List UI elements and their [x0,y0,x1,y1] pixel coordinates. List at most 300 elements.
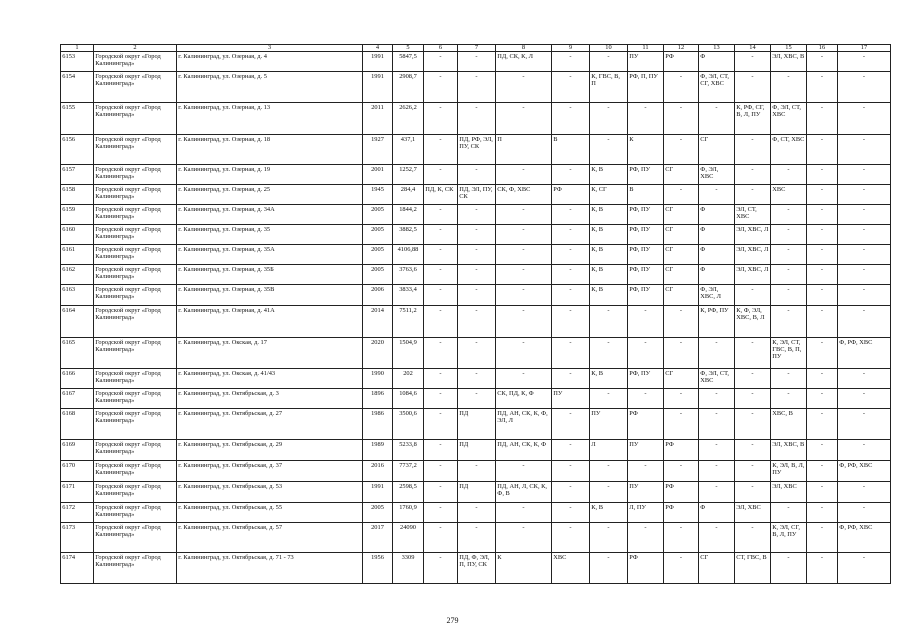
table-cell-col-17: - [838,503,891,523]
column-number-13: 13 [699,45,735,52]
table-cell-col-15: - [771,503,807,523]
table-cell-col-13: - [699,482,735,503]
table-cell-col-2: Городской округ «Город Калининград» [94,461,177,482]
table-cell-col-7: - [458,523,496,553]
table-cell-col-11: В [628,185,664,205]
table-row [61,225,891,245]
table-cell-col-7: - [458,285,496,306]
table-cell-col-7: - [458,225,496,245]
table-cell-col-16: - [807,461,838,482]
table-cell-col-15: - [771,165,807,185]
table-cell-col-13: СГ [699,135,735,165]
table-cell-col-13: Ф, ЭЛ, СТ, СГ, ХВС [699,72,735,103]
table-cell-col-13: СГ [699,553,735,584]
table-cell-col-11: РФ, ПУ [628,369,664,389]
table-cell-col-15: - [771,553,807,584]
registry-table [60,44,891,584]
table-cell-col-9: ХВС [552,553,590,584]
column-number-14: 14 [735,45,771,52]
table-cell-col-17: - [838,225,891,245]
table-row [61,265,891,285]
table-cell-col-2: Городской округ «Город Калининград» [94,440,177,461]
table-cell-col-7: - [458,389,496,409]
table-cell-col-5: 1504,9 [393,338,424,369]
table-cell-col-14: - [735,482,771,503]
table-cell-col-3: г. Калининград, ул. Окская, д. 41/43 [177,369,363,389]
table-cell-col-1: 6169 [61,440,94,461]
table-cell-col-13: Ф, ЭЛ, ХВС [699,165,735,185]
table-cell-col-17: - [838,306,891,338]
table-cell-col-13: Ф [699,225,735,245]
table-cell-col-5: 2908,7 [393,72,424,103]
table-cell-col-8: СК, ПД, К, Ф [496,389,552,409]
table-cell-col-17: - [838,369,891,389]
table-cell-col-7: - [458,265,496,285]
table-cell-col-1: 6154 [61,72,94,103]
table-cell-col-5: 2598,5 [393,482,424,503]
table-cell-col-8: - [496,103,552,135]
table-cell-col-4: 2011 [363,103,393,135]
table-cell-col-5: 284,4 [393,185,424,205]
table-cell-col-10: - [590,523,628,553]
table-cell-col-7: - [458,338,496,369]
table-cell-col-11: - [628,523,664,553]
table-cell-col-8: - [496,265,552,285]
table-cell-col-17: - [838,185,891,205]
table-cell-col-2: Городской округ «Город Калининград» [94,482,177,503]
table-cell-col-10: - [590,135,628,165]
table-cell-col-7: ПД [458,482,496,503]
table-cell-col-11: РФ, ПУ [628,165,664,185]
column-number-2: 2 [94,45,177,52]
table-cell-col-2: Городской округ «Город Калининград» [94,285,177,306]
table-cell-col-9: - [552,165,590,185]
table-cell-col-5: 5233,8 [393,440,424,461]
table-cell-col-1: 6159 [61,205,94,225]
table-cell-col-10: К, В [590,205,628,225]
table-cell-col-14: - [735,461,771,482]
table-row [61,369,891,389]
table-cell-col-13: Ф [699,205,735,225]
table-cell-col-13: - [699,523,735,553]
table-cell-col-6: - [424,205,458,225]
table-cell-col-15: ЭЛ, ХВС, В [771,440,807,461]
table-cell-col-17: - [838,52,891,72]
table-cell-col-16: - [807,72,838,103]
table-cell-col-5: 1760,9 [393,503,424,523]
table-cell-col-3: г. Калининград, ул. Октябрьская, д. 3 [177,389,363,409]
table-cell-col-5: 3500,6 [393,409,424,440]
table-cell-col-9: В [552,135,590,165]
table-cell-col-16: - [807,52,838,72]
table-cell-col-16: - [807,165,838,185]
table-cell-col-2: Городской округ «Город Калининград» [94,103,177,135]
table-cell-col-11: - [628,389,664,409]
table-cell-col-17: - [838,389,891,409]
table-cell-col-4: 1989 [363,440,393,461]
table-cell-col-10: К, В [590,225,628,245]
table-cell-col-11: РФ, ПУ [628,205,664,225]
table-cell-col-10: К, В [590,165,628,185]
table-cell-col-4: 2005 [363,265,393,285]
table-cell-col-9: - [552,225,590,245]
table-row [61,503,891,523]
table-cell-col-4: 1945 [363,185,393,205]
table-cell-col-3: г. Калининград, ул. Озерная, д. 35В [177,285,363,306]
table-cell-col-6: - [424,409,458,440]
table-row [61,523,891,553]
table-cell-col-5: 202 [393,369,424,389]
table-cell-col-14: - [735,338,771,369]
table-cell-col-15: - [771,389,807,409]
table-cell-col-14: - [735,409,771,440]
table-cell-col-11: РФ, ПУ [628,225,664,245]
table-cell-col-5: 3309 [393,553,424,584]
table-cell-col-12: СГ [664,245,699,265]
table-cell-col-15: - [771,285,807,306]
column-number-10: 10 [590,45,628,52]
table-cell-col-5: 437,1 [393,135,424,165]
table-cell-col-11: - [628,338,664,369]
table-cell-col-12: - [664,523,699,553]
column-number-6: 6 [424,45,458,52]
table-cell-col-5: 7511,2 [393,306,424,338]
table-cell-col-1: 6172 [61,503,94,523]
table-cell-col-9: - [552,205,590,225]
table-cell-col-13: - [699,389,735,409]
table-cell-col-15: - [771,265,807,285]
table-cell-col-5: 24090 [393,523,424,553]
table-cell-col-5: 5847,5 [393,52,424,72]
table-cell-col-14: СТ, ГВС, В [735,553,771,584]
table-cell-col-6: - [424,225,458,245]
table-row [61,245,891,265]
column-number-4: 4 [363,45,393,52]
table-cell-col-4: 2014 [363,306,393,338]
table-cell-col-7: - [458,245,496,265]
table-cell-col-16: - [807,185,838,205]
table-row [61,185,891,205]
table-cell-col-10: К, В [590,285,628,306]
table-cell-col-2: Городской округ «Город Калининград» [94,245,177,265]
table-cell-col-7: ПД, ЭЛ, ПУ, СК [458,185,496,205]
table-cell-col-11: ПУ [628,482,664,503]
table-cell-col-9: - [552,409,590,440]
column-number-9: 9 [552,45,590,52]
table-cell-col-11: РФ, ПУ [628,245,664,265]
table-cell-col-6: - [424,553,458,584]
registry-table-sheet [60,44,873,584]
table-cell-col-17: Ф, РФ, ХВС [838,338,891,369]
table-cell-col-7: - [458,103,496,135]
table-cell-col-3: г. Калининград, ул. Озерная, д. 4 [177,52,363,72]
table-cell-col-12: РФ [664,503,699,523]
table-cell-col-1: 6164 [61,306,94,338]
table-cell-col-13: - [699,440,735,461]
table-cell-col-10: К, СГ [590,185,628,205]
table-cell-col-5: 3763,6 [393,265,424,285]
table-cell-col-8: - [496,369,552,389]
table-cell-col-2: Городской округ «Город Калининград» [94,369,177,389]
table-cell-col-2: Городской округ «Город Калининград» [94,389,177,409]
table-cell-col-7: - [458,503,496,523]
table-cell-col-3: г. Калининград, ул. Озерная, д. 41А [177,306,363,338]
table-cell-col-1: 6158 [61,185,94,205]
table-row [61,482,891,503]
table-cell-col-11: РФ, П, ПУ [628,72,664,103]
table-cell-col-15: К, ЭЛ, СТ, ГВС, В, П, ПУ [771,338,807,369]
table-cell-col-9: - [552,52,590,72]
table-cell-col-11: ПУ [628,52,664,72]
table-cell-col-12: - [664,553,699,584]
table-cell-col-8: П [496,135,552,165]
table-cell-col-6: - [424,461,458,482]
table-cell-col-3: г. Калининград, ул. Окская, д. 17 [177,338,363,369]
table-body [61,52,891,584]
page-number: 279 [446,616,459,625]
table-cell-col-8: - [496,285,552,306]
table-cell-col-5: 1844,2 [393,205,424,225]
column-number-5: 5 [393,45,424,52]
column-number-17: 17 [838,45,891,52]
table-cell-col-9: - [552,285,590,306]
table-cell-col-15: К, ЭЛ, В, Л, ПУ [771,461,807,482]
table-cell-col-12: - [664,185,699,205]
table-cell-col-3: г. Калининград, ул. Октябрьская, д. 71 - 73 [177,553,363,584]
table-cell-col-8: - [496,338,552,369]
table-cell-col-5: 3882,5 [393,225,424,245]
table-cell-col-10: К, В [590,369,628,389]
table-cell-col-13: Ф, ЭЛ, ХВС, Л [699,285,735,306]
table-cell-col-3: г. Калининград, ул. Октябрьская, д. 53 [177,482,363,503]
table-cell-col-6: - [424,389,458,409]
table-cell-col-14: ЭЛ, ХВС, Л [735,265,771,285]
table-cell-col-14: К, Ф, ЭЛ, ХВС, В, Л [735,306,771,338]
table-row [61,103,891,135]
table-cell-col-7: - [458,369,496,389]
table-cell-col-4: 1896 [363,389,393,409]
table-cell-col-1: 6167 [61,389,94,409]
table-cell-col-1: 6160 [61,225,94,245]
table-cell-col-14: ЭЛ, ХВС, Л [735,225,771,245]
table-cell-col-6: ПД, К, СК [424,185,458,205]
table-cell-col-17: Ф, РФ, ХВС [838,523,891,553]
table-row [61,338,891,369]
table-cell-col-7: ПД [458,440,496,461]
table-cell-col-9: - [552,482,590,503]
table-cell-col-14: ЭЛ, ХВС, Л [735,245,771,265]
table-cell-col-4: 1991 [363,52,393,72]
table-cell-col-13: - [699,409,735,440]
table-cell-col-16: - [807,409,838,440]
table-row [61,306,891,338]
table-cell-col-11: - [628,306,664,338]
table-cell-col-16: - [807,306,838,338]
table-cell-col-4: 1986 [363,409,393,440]
table-cell-col-8: - [496,503,552,523]
column-number-7: 7 [458,45,496,52]
table-cell-col-9: - [552,306,590,338]
table-cell-col-16: - [807,440,838,461]
table-cell-col-12: СГ [664,285,699,306]
table-cell-col-6: - [424,369,458,389]
table-cell-col-10: - [590,306,628,338]
table-cell-col-4: 2005 [363,225,393,245]
table-cell-col-4: 1956 [363,553,393,584]
table-cell-col-16: - [807,338,838,369]
table-cell-col-9: - [552,245,590,265]
table-row [61,553,891,584]
column-number-16: 16 [807,45,838,52]
column-number-1: 1 [61,45,94,52]
table-cell-col-11: - [628,103,664,135]
table-cell-col-17: - [838,72,891,103]
table-cell-col-2: Городской округ «Город Калининград» [94,135,177,165]
table-cell-col-17: - [838,135,891,165]
table-cell-col-7: - [458,165,496,185]
table-cell-col-1: 6170 [61,461,94,482]
table-cell-col-12: - [664,103,699,135]
table-cell-col-4: 2020 [363,338,393,369]
table-cell-col-8: - [496,225,552,245]
table-cell-col-11: РФ [628,409,664,440]
table-cell-col-16: - [807,245,838,265]
table-cell-col-1: 6166 [61,369,94,389]
table-cell-col-10: - [590,461,628,482]
table-cell-col-4: 1991 [363,72,393,103]
table-cell-col-11: ПУ [628,440,664,461]
table-cell-col-10: - [590,52,628,72]
table-cell-col-5: 7737,2 [393,461,424,482]
table-cell-col-11: РФ, ПУ [628,265,664,285]
table-cell-col-17: - [838,285,891,306]
table-cell-col-17: - [838,205,891,225]
table-cell-col-3: г. Калининград, ул. Октябрьская, д. 37 [177,461,363,482]
table-cell-col-14: ЭЛ, ХВС [735,503,771,523]
table-cell-col-15: - [771,369,807,389]
table-cell-col-15: ХВС [771,185,807,205]
table-cell-col-16: - [807,482,838,503]
table-cell-col-11: К [628,135,664,165]
table-cell-col-12: - [664,461,699,482]
table-cell-col-14: - [735,72,771,103]
table-cell-col-9: - [552,265,590,285]
table-cell-col-15: ЭЛ, ХВС [771,482,807,503]
table-cell-col-13: Ф, ЭЛ, СТ, ХВС [699,369,735,389]
table-cell-col-1: 6171 [61,482,94,503]
table-cell-col-9: - [552,523,590,553]
column-number-11: 11 [628,45,664,52]
table-cell-col-12: - [664,389,699,409]
table-cell-col-8: - [496,461,552,482]
table-cell-col-1: 6153 [61,52,94,72]
table-cell-col-2: Городской округ «Город Калининград» [94,265,177,285]
table-cell-col-3: г. Калининград, ул. Октябрьская, д. 29 [177,440,363,461]
table-cell-col-16: - [807,523,838,553]
table-cell-col-7: - [458,52,496,72]
table-cell-col-14: - [735,185,771,205]
table-row [61,165,891,185]
table-cell-col-6: - [424,503,458,523]
table-cell-col-3: г. Калининград, ул. Озерная, д. 19 [177,165,363,185]
table-cell-col-17: - [838,440,891,461]
table-cell-col-4: 2016 [363,461,393,482]
table-cell-col-16: - [807,503,838,523]
table-cell-col-13: - [699,103,735,135]
table-cell-col-12: СГ [664,205,699,225]
table-cell-col-12: СГ [664,165,699,185]
table-cell-col-1: 6168 [61,409,94,440]
table-cell-col-15: - [771,225,807,245]
table-cell-col-6: - [424,245,458,265]
table-cell-col-4: 2005 [363,205,393,225]
table-cell-col-8: - [496,72,552,103]
table-cell-col-15: ХВС, В [771,409,807,440]
table-cell-col-16: - [807,553,838,584]
table-cell-col-8: - [496,306,552,338]
table-cell-col-2: Городской округ «Город Калининград» [94,409,177,440]
table-cell-col-15: Ф, ЭЛ, СТ, ХВС [771,103,807,135]
table-cell-col-9: - [552,72,590,103]
table-cell-col-12: РФ [664,482,699,503]
table-cell-col-10: К, ГВС, В, П [590,72,628,103]
table-cell-col-10: - [590,103,628,135]
table-cell-col-10: К, В [590,245,628,265]
table-cell-col-14: - [735,389,771,409]
table-cell-col-2: Городской округ «Город Калининград» [94,72,177,103]
table-cell-col-15: ЭЛ, ХВС, В [771,52,807,72]
table-cell-col-4: 2001 [363,165,393,185]
table-cell-col-3: г. Калининград, ул. Озерная, д. 18 [177,135,363,165]
table-cell-col-17: - [838,265,891,285]
table-cell-col-1: 6173 [61,523,94,553]
table-cell-col-3: г. Калининград, ул. Октябрьская, д. 57 [177,523,363,553]
column-number-header-row [61,45,891,52]
table-cell-col-3: г. Калининград, ул. Озерная, д. 25 [177,185,363,205]
table-cell-col-16: - [807,369,838,389]
table-cell-col-6: - [424,440,458,461]
table-cell-col-2: Городской округ «Город Калининград» [94,503,177,523]
table-cell-col-10: ПУ [590,409,628,440]
table-cell-col-9: РФ [552,185,590,205]
table-row [61,285,891,306]
table-cell-col-3: г. Калининград, ул. Озерная, д. 5 [177,72,363,103]
table-cell-col-16: - [807,225,838,245]
table-cell-col-17: - [838,165,891,185]
table-cell-col-16: - [807,389,838,409]
table-cell-col-7: - [458,72,496,103]
table-cell-col-4: 2005 [363,503,393,523]
table-cell-col-2: Городской округ «Город Калининград» [94,225,177,245]
table-row [61,409,891,440]
table-cell-col-9: - [552,503,590,523]
table-cell-col-15: Ф, СТ, ХВС [771,135,807,165]
table-cell-col-6: - [424,306,458,338]
table-cell-col-6: - [424,165,458,185]
table-cell-col-14: - [735,285,771,306]
table-cell-col-10: Л [590,440,628,461]
table-cell-col-8: - [496,165,552,185]
table-cell-col-8: ПД, СК, К, Л [496,52,552,72]
table-cell-col-3: г. Калининград, ул. Озерная, д. 35А [177,245,363,265]
table-cell-col-8: ПД, АН, Л, СК, К, Ф, В [496,482,552,503]
column-number-12: 12 [664,45,699,52]
table-cell-col-6: - [424,72,458,103]
table-cell-col-1: 6155 [61,103,94,135]
table-row [61,72,891,103]
column-number-8: 8 [496,45,552,52]
table-cell-col-8: - [496,205,552,225]
